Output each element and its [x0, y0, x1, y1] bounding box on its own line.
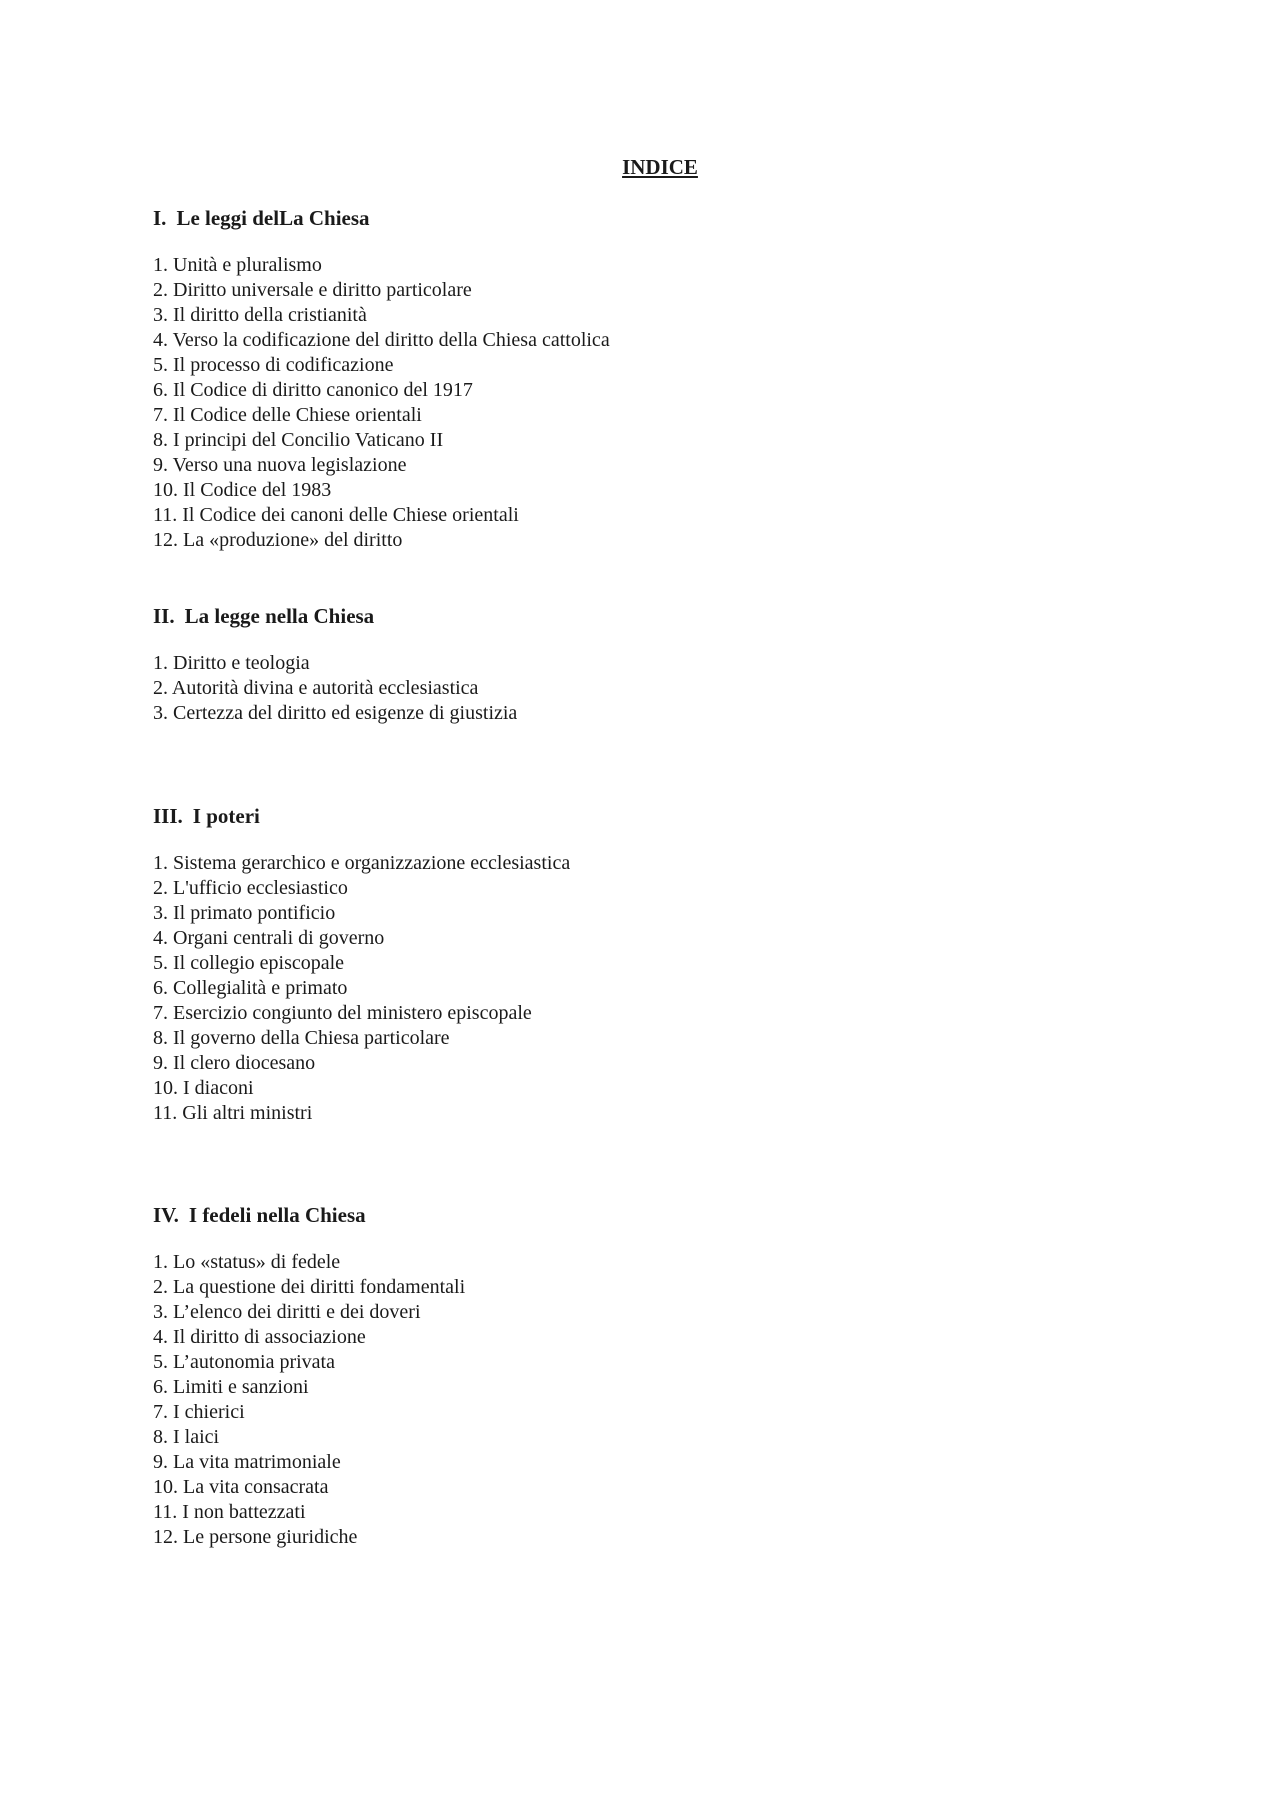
list-item: 10. I diaconi: [153, 1077, 254, 1099]
list-item: 9. La vita matrimoniale: [153, 1451, 341, 1473]
section-number: I.: [153, 206, 167, 230]
section-2: [153, 601, 1153, 726]
list-item: 8. I principi del Concilio Vaticano II: [153, 429, 444, 451]
list-item: 5. Il collegio episcopale: [153, 952, 345, 974]
list-item: 12. La «produzione» del diritto: [153, 529, 403, 551]
list-item: 2. L'ufficio ecclesiastico: [153, 877, 348, 899]
list-item: 11. Il Codice dei canoni delle Chiese orientali: [153, 504, 519, 526]
section-heading: [153, 1200, 1153, 1230]
section-heading: [153, 801, 1153, 831]
section-item-list: [153, 851, 1153, 1126]
list-item: 3. L’elenco dei diritti e dei doveri: [153, 1301, 421, 1323]
section-title: I poteri: [192, 804, 260, 828]
list-item: 8. I laici: [153, 1426, 220, 1448]
list-item: 12. Le persone giuridiche: [153, 1526, 358, 1548]
list-item: 1. Sistema gerarchico e organizzazione ecclesiastica: [153, 852, 571, 874]
list-item: 5. Il processo di codificazione: [153, 354, 394, 376]
list-item: 1. Unità e pluralismo: [153, 254, 322, 276]
section-1: [153, 203, 1153, 553]
list-item: 7. Esercizio congiunto del ministero episcopale: [153, 1002, 532, 1024]
section-title: I fedeli nella Chiesa: [188, 1203, 366, 1227]
section-number: IV.: [153, 1203, 179, 1227]
list-item: 3. Certezza del diritto ed esigenze di giustizia: [153, 702, 518, 724]
list-item: 2. Diritto universale e diritto particolare: [153, 279, 472, 301]
section-4: [153, 1200, 1153, 1550]
list-item: 7. I chierici: [153, 1401, 245, 1423]
list-item: 10. La vita consacrata: [153, 1476, 329, 1498]
list-item: 2. Autorità divina e autorità ecclesiastica: [153, 677, 479, 699]
list-item: 6. Limiti e sanzioni: [153, 1376, 309, 1398]
section-title: La legge nella Chiesa: [184, 604, 375, 628]
list-item: 4. Organi centrali di governo: [153, 927, 385, 949]
page-title: INDICE: [622, 155, 698, 179]
section-number: II.: [153, 604, 175, 628]
list-item: 7. Il Codice delle Chiese orientali: [153, 404, 422, 426]
list-item: 3. Il primato pontificio: [153, 902, 336, 924]
section-item-list: [153, 1250, 1153, 1550]
list-item: 4. Verso la codificazione del diritto della Chiesa cattolica: [153, 329, 610, 351]
section-item-list: [153, 651, 1153, 726]
list-item: 1. Lo «status» di fedele: [153, 1251, 341, 1273]
list-item: 11. Gli altri ministri: [153, 1102, 313, 1124]
section-number: III.: [153, 804, 183, 828]
list-item: 11. I non battezzati: [153, 1501, 306, 1523]
list-item: 1. Diritto e teologia: [153, 652, 310, 674]
section-heading: [153, 203, 1153, 233]
list-item: 8. Il governo della Chiesa particolare: [153, 1027, 450, 1049]
list-item: 9. Il clero diocesano: [153, 1052, 316, 1074]
list-item: 5. L’autonomia privata: [153, 1351, 335, 1373]
section-heading: [153, 601, 1153, 631]
section-title: Le leggi delLa Chiesa: [176, 206, 370, 230]
list-item: 2. La questione dei diritti fondamentali: [153, 1276, 466, 1298]
list-item: 4. Il diritto di associazione: [153, 1326, 366, 1348]
list-item: 3. Il diritto della cristianità: [153, 304, 367, 326]
list-item: 10. Il Codice del 1983: [153, 479, 332, 501]
list-item: 6. Il Codice di diritto canonico del 1917: [153, 379, 473, 401]
list-item: 9. Verso una nuova legislazione: [153, 454, 407, 476]
section-item-list: [153, 253, 1153, 553]
section-3: [153, 801, 1153, 1126]
list-item: 6. Collegialità e primato: [153, 977, 348, 999]
